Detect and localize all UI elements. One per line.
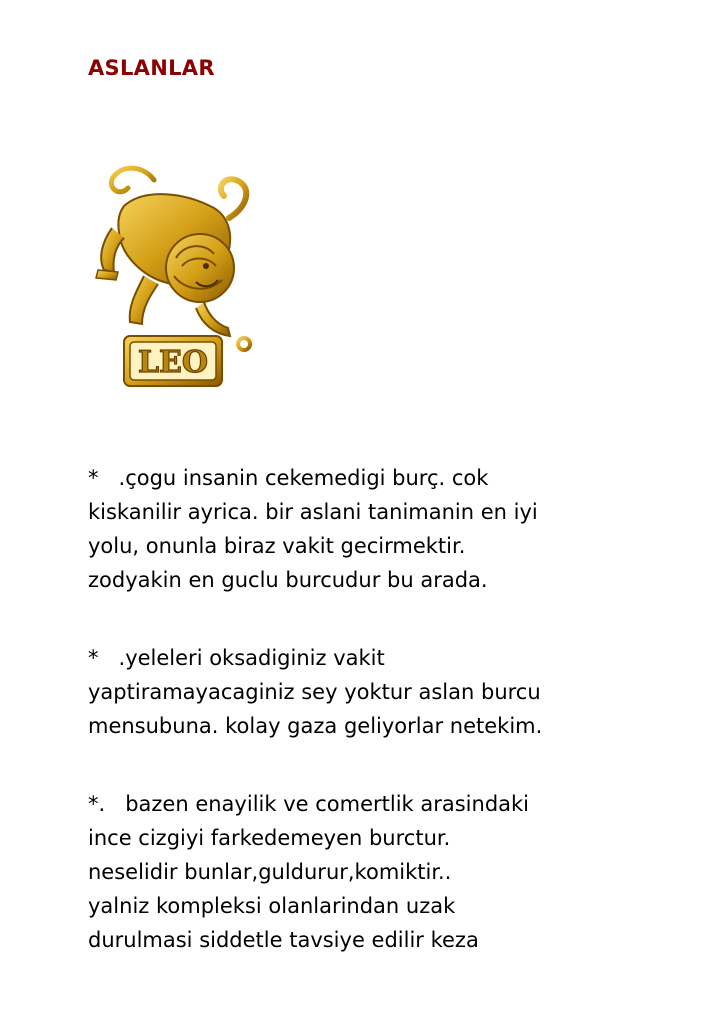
paragraph-line: ince cizgiyi farkedemeyen burctur. xyxy=(88,826,451,850)
paragraph-line: zodyakin en guclu burcudur bu arada. xyxy=(88,568,488,592)
lion-leg-right xyxy=(196,302,230,336)
leo-lion-image xyxy=(84,158,269,403)
paragraph-line: yaptiramayacaginiz sey yoktur aslan burcu xyxy=(88,680,541,704)
lion-mane xyxy=(166,234,234,302)
lion-front-paw xyxy=(96,270,118,280)
lion-back-curl xyxy=(221,179,246,218)
paragraph-2 xyxy=(88,641,688,743)
paragraph-line: neselidir bunlar,guldurur,komiktir.. xyxy=(88,860,452,884)
paragraph-line: kiskanilir ayrica. bir aslani tanimanin en iyi xyxy=(88,500,538,524)
paragraph-line: * .çogu insanin cekemedigi burç. cok xyxy=(88,466,489,490)
lion-eye xyxy=(203,263,209,269)
lion-paw-curl xyxy=(238,338,250,350)
leo-badge-text: LEO xyxy=(137,345,209,380)
page-title: ASLANLAR xyxy=(88,56,215,80)
paragraph-line: *. bazen enayilik ve comertlik arasindaki xyxy=(88,792,530,816)
paragraph-line: mensubuna. kolay gaza geliyorlar netekim. xyxy=(88,714,543,738)
paragraph-1 xyxy=(88,461,688,597)
paragraph-line: yalniz kompleksi olanlarindan uzak xyxy=(88,894,456,918)
paragraph-3 xyxy=(88,787,688,957)
lion-leg-left xyxy=(130,276,158,324)
paragraph-line: * .yeleleri oksadiginiz vakit xyxy=(88,646,385,670)
paragraph-line: yolu, onunla biraz vakit gecirmektir. xyxy=(88,534,466,558)
paragraph-line: durulmasi siddetle tavsiye edilir keza xyxy=(88,928,479,952)
lion-tail xyxy=(111,168,154,192)
